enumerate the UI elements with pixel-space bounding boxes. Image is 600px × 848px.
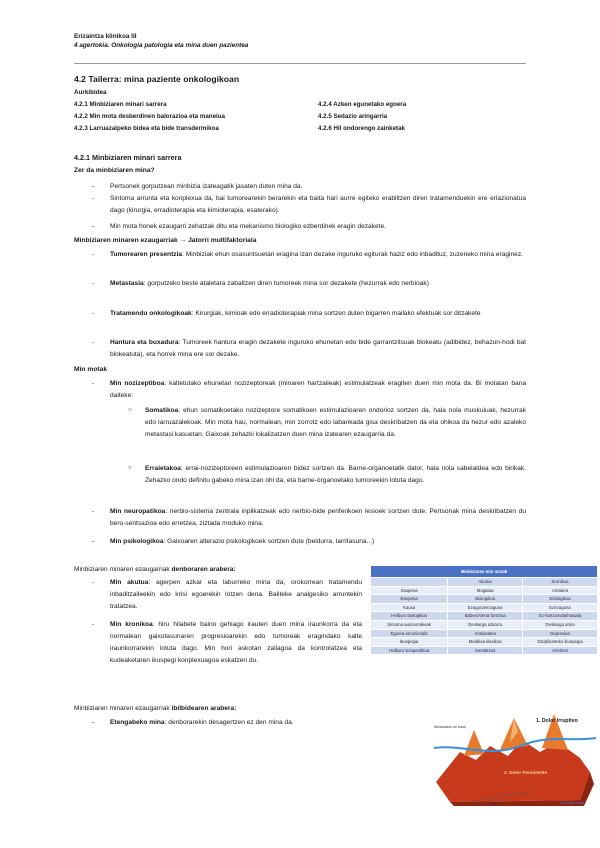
chart-label: Descargar imagen — [560, 801, 587, 805]
table-cell: Diziplinarteko ikuspegia — [523, 638, 598, 647]
table-cell: Mugatua — [448, 586, 523, 595]
chart-label: Tiempo — [488, 801, 500, 805]
characteristic-item: Hantura eta buxadura: Tumoreek hantura eragin dezakete inguruko ehunetan edo bide garrantzitsuak blokeatu (adibidez, behazun-hodi bat blokeatuta), eta horrek mina ere sor dezake. — [110, 339, 526, 358]
bullet-dash: - — [92, 195, 95, 202]
table-cell: Egoera emozionala — [371, 629, 448, 638]
table-cell: Ikuspegia — [371, 638, 448, 647]
table-row — [371, 603, 598, 612]
term: Min psikologikoa — [110, 538, 164, 545]
page-header — [74, 32, 534, 51]
types-heading: Min motak — [74, 366, 108, 373]
table-row — [371, 646, 598, 655]
bullet-dash: - — [92, 339, 95, 346]
course-title: Erizaintza klinikoa III — [74, 33, 137, 40]
index-left-column — [74, 99, 225, 134]
table-row — [371, 620, 598, 629]
bullet-dash: - — [92, 508, 95, 515]
term: Tumorearen presentzia — [110, 251, 183, 258]
term: Erraietakoa — [145, 465, 181, 472]
duration-chronic: Min kronikoa: hiru hilabete baino gehiago irauten duen mina iraunkorra da eta normalean gaixotasunaren progresioarekin edo tumoreak eragindako kalte iraunkorrarekin lotuta dago. Min hori askotan zailagoa da kontrolatzea eta kudeaketaren ikuspegi konplexuagoa eskatzen du. — [110, 621, 362, 664]
term: Min nozizeptiboa — [110, 380, 165, 387]
bullet-dash: - — [92, 621, 95, 628]
bullet-dash: - — [92, 310, 95, 317]
type-neuropathic: Min neuropatikoa: nerbio-sistema zentrala inplikatzeak edo nerbio-bide periferikoen lesioek sortzen dute. Pertsonak mina deskribatzen du bero-sentsazioa edo erretzea, ziztada moduko mina. — [110, 508, 526, 527]
table-title: Minbiziaren min motak — [371, 566, 598, 578]
index-link[interactable]: 4.2.1 Minbiziaren minari sarrera — [74, 101, 167, 108]
breakthrough-peak — [464, 730, 484, 756]
course-breakthrough: Etengabeko mina: denborarekin desagertzen ez den mina da. — [110, 719, 294, 726]
circle-bullet: ○ — [128, 465, 132, 471]
table-cell — [371, 578, 448, 587]
table-cell: Sintoma autonomikoak — [371, 620, 448, 629]
duration-heading: Minbiziaren minaren ezaugarriak denboraren arabera: — [74, 566, 236, 573]
pain-chart — [430, 712, 598, 808]
intro-bullet: Sintoma arrunta eta konplexua da, bai tumorearekin berarekin eta baita hari aurre egiteko erabiltzen diren tratamenduekin ere erlazionatua dago (kirurgia, erradioterapia eta kimioterapia, esaterako). — [110, 195, 526, 214]
chart-label: Medicación de base — [434, 725, 466, 729]
type-visceral: Erraietakoa: errai-nozizeptoreen estimulazioaren bidez sortzen da. Barne-organoetatik dator, hala nola sabelaldea edo birikak. Zehazko ondo definitu gabeko mina izan ohi da, eta barne-organoetako tumoreekin lotuta dago. — [145, 465, 526, 484]
unit-title: 4 agertokia. Onkologia patologia eta mina duen pazientea — [74, 42, 249, 49]
table-cell: Depresioa — [523, 629, 598, 638]
term: Metastasia — [110, 280, 144, 287]
type-nociceptive: Min nozizeptiboa: kaltetutako ehunetan nozizeptoreak (minaren hartzaileak) estimulatzeak eragiten duen min mota da. Bi motatan bana daiteke: — [110, 380, 526, 399]
term: Etengabeko mina — [110, 719, 165, 726]
table-row — [371, 638, 598, 647]
table-cell: Ezaguna/ezaguna — [448, 603, 523, 612]
term: Min neuropatikoa — [110, 508, 166, 515]
comparison-table — [370, 565, 598, 655]
pain-types-table — [370, 565, 598, 655]
table-row — [371, 595, 598, 604]
term: Hantura eta buxadura — [110, 339, 179, 346]
table-row — [371, 578, 598, 587]
duration-acute: Min akutua: agerpen azkar eta laburreko mina da, orokorrean tratamendu inbaditzaileekin edo krisi egoerekin lotzen dena. Baliteke analgesiko arruntekin tratatzea. — [110, 579, 362, 610]
table-cell: Akutua — [448, 578, 523, 587]
table-cell: Antsietatea — [448, 629, 523, 638]
chart-label: 1. Dolor Irruptivo — [536, 718, 578, 724]
table-cell: Sendatzea — [448, 646, 523, 655]
term: Min kronikoa — [110, 621, 153, 628]
table-cell: Arintzea — [523, 646, 598, 655]
index-link[interactable]: 4.2.5 Sedazio aringarria — [318, 112, 388, 120]
table-cell: Etiologikoa — [523, 595, 598, 604]
table-row — [371, 586, 598, 595]
index-label: Aurkibidea — [74, 89, 107, 96]
table-cell: Ikuspena — [371, 595, 448, 604]
course-heading: Minbiziaren minaren ezaugarriak ibilbidearen arabera: — [74, 705, 237, 712]
bullet-dash: - — [92, 183, 95, 190]
table-cell: Kausa — [371, 603, 448, 612]
intro-bullet: Min mota honek ezaugarri zehatzak ditu eta mekanismo biologiko ezberdinek eragin dezakete. — [110, 223, 386, 230]
intro-bullet: Pertsonek gorputzean minbizia izateagatik jasaten duten mina da. — [110, 183, 303, 190]
characteristic-item: Tratamendu onkologikoak: Kirurgiak, kimioak edo erradioterapiak mina sortzen duten bigarren mailako efektuak sor ditzakete — [110, 310, 481, 317]
table-cell: Amaiera — [523, 586, 598, 595]
index-right-column — [318, 99, 406, 134]
table-row — [371, 612, 598, 621]
table-cell: Ez-funtzionala/hutsala — [523, 612, 598, 621]
bullet-dash: - — [92, 280, 95, 287]
index-link[interactable]: 4.2.2 Min mota desberdinen balorazioa eta maneiua — [74, 112, 225, 120]
table-cell: Ezezaguna — [523, 603, 598, 612]
characteristic-item: Metastasia: gorputzeko beste ataletara zabaltzen diren tumoreek mina sor dezakete (hezurrak edo nerbioak) — [110, 280, 429, 287]
term: Somatikoa — [145, 407, 179, 414]
term: Tratamendu onkologikoak — [110, 310, 192, 317]
characteristic-item: Tumorearen presentzia: Minbiziak ehun osasuntsuetan eragina izan dezake inguruko egiturak haziz edo inbadituz, zuzeneko mina eraginez. — [110, 251, 523, 258]
table-cell: Kronikoa — [523, 578, 598, 587]
section-title: 4.2 Tailerra: mina paziente onkologikoan — [74, 74, 240, 84]
table-cell: Iraupena — [371, 586, 448, 595]
index-link[interactable]: 4.2.3 Larruazalpeko bidea eta bide transdermikoa — [74, 124, 219, 132]
table-cell: Helburu biologikoa — [371, 612, 448, 621]
characteristics-heading: Minbiziaren minaren ezaugarriak → Jatorri multifaktoriala — [74, 237, 257, 244]
header-divider — [74, 63, 526, 64]
chart-label: 2. Dolor Persistente — [504, 770, 548, 775]
table-row — [371, 629, 598, 638]
index-link[interactable]: 4.2.4 Azken egunetako egoera — [318, 101, 407, 108]
bullet-dash: - — [92, 223, 95, 230]
bullet-dash: - — [92, 538, 95, 545]
bullet-dash: - — [92, 719, 95, 726]
table-cell: Babes/Alerta funtzioa — [448, 612, 523, 621]
table-cell: Medikoa klasikoa — [448, 638, 523, 647]
table-cell: Deskarga azkarra — [448, 620, 523, 629]
index-link[interactable]: 4.2.6 Hil ondorengo zainketak — [318, 124, 405, 132]
type-psychological: Min psikologikoa: Gaixoaren alterazio psikologikoek sortzen dute (beldurra, larritasuna...) — [110, 538, 375, 545]
table-cell: Deskarga arina — [523, 620, 598, 629]
table-cell: Biologikoa — [448, 595, 523, 604]
pain-chart-figure — [430, 712, 598, 808]
table-cell: Helburu terapeutikoa — [371, 646, 448, 655]
circle-bullet: ○ — [128, 407, 132, 413]
subsection-heading: 4.2.1 Minbiziaren minari sarrera — [74, 153, 182, 162]
type-somatic: Somatikoa: ehun somatikoetako nozizeptore somatikoen estimulazioaren ondorioz sortzen da, hala nola muskuluak, hezurrak edo larruazalekoak. Min mota hau, normalean, min zorrotz edo labankada gisa deskribatzen da eta ohikoa da hezur edo azaleko metastasi kasuetan. Gaixoak zehazki lokalizatzen duen mina izatearen ezaugarria da. — [145, 407, 526, 438]
bullet-dash: - — [92, 579, 95, 586]
question-heading: Zer da minbiziaren mina? — [74, 167, 155, 174]
bullet-dash: - — [92, 380, 95, 387]
term: Min akutua — [110, 579, 149, 586]
bullet-dash: - — [92, 251, 95, 258]
